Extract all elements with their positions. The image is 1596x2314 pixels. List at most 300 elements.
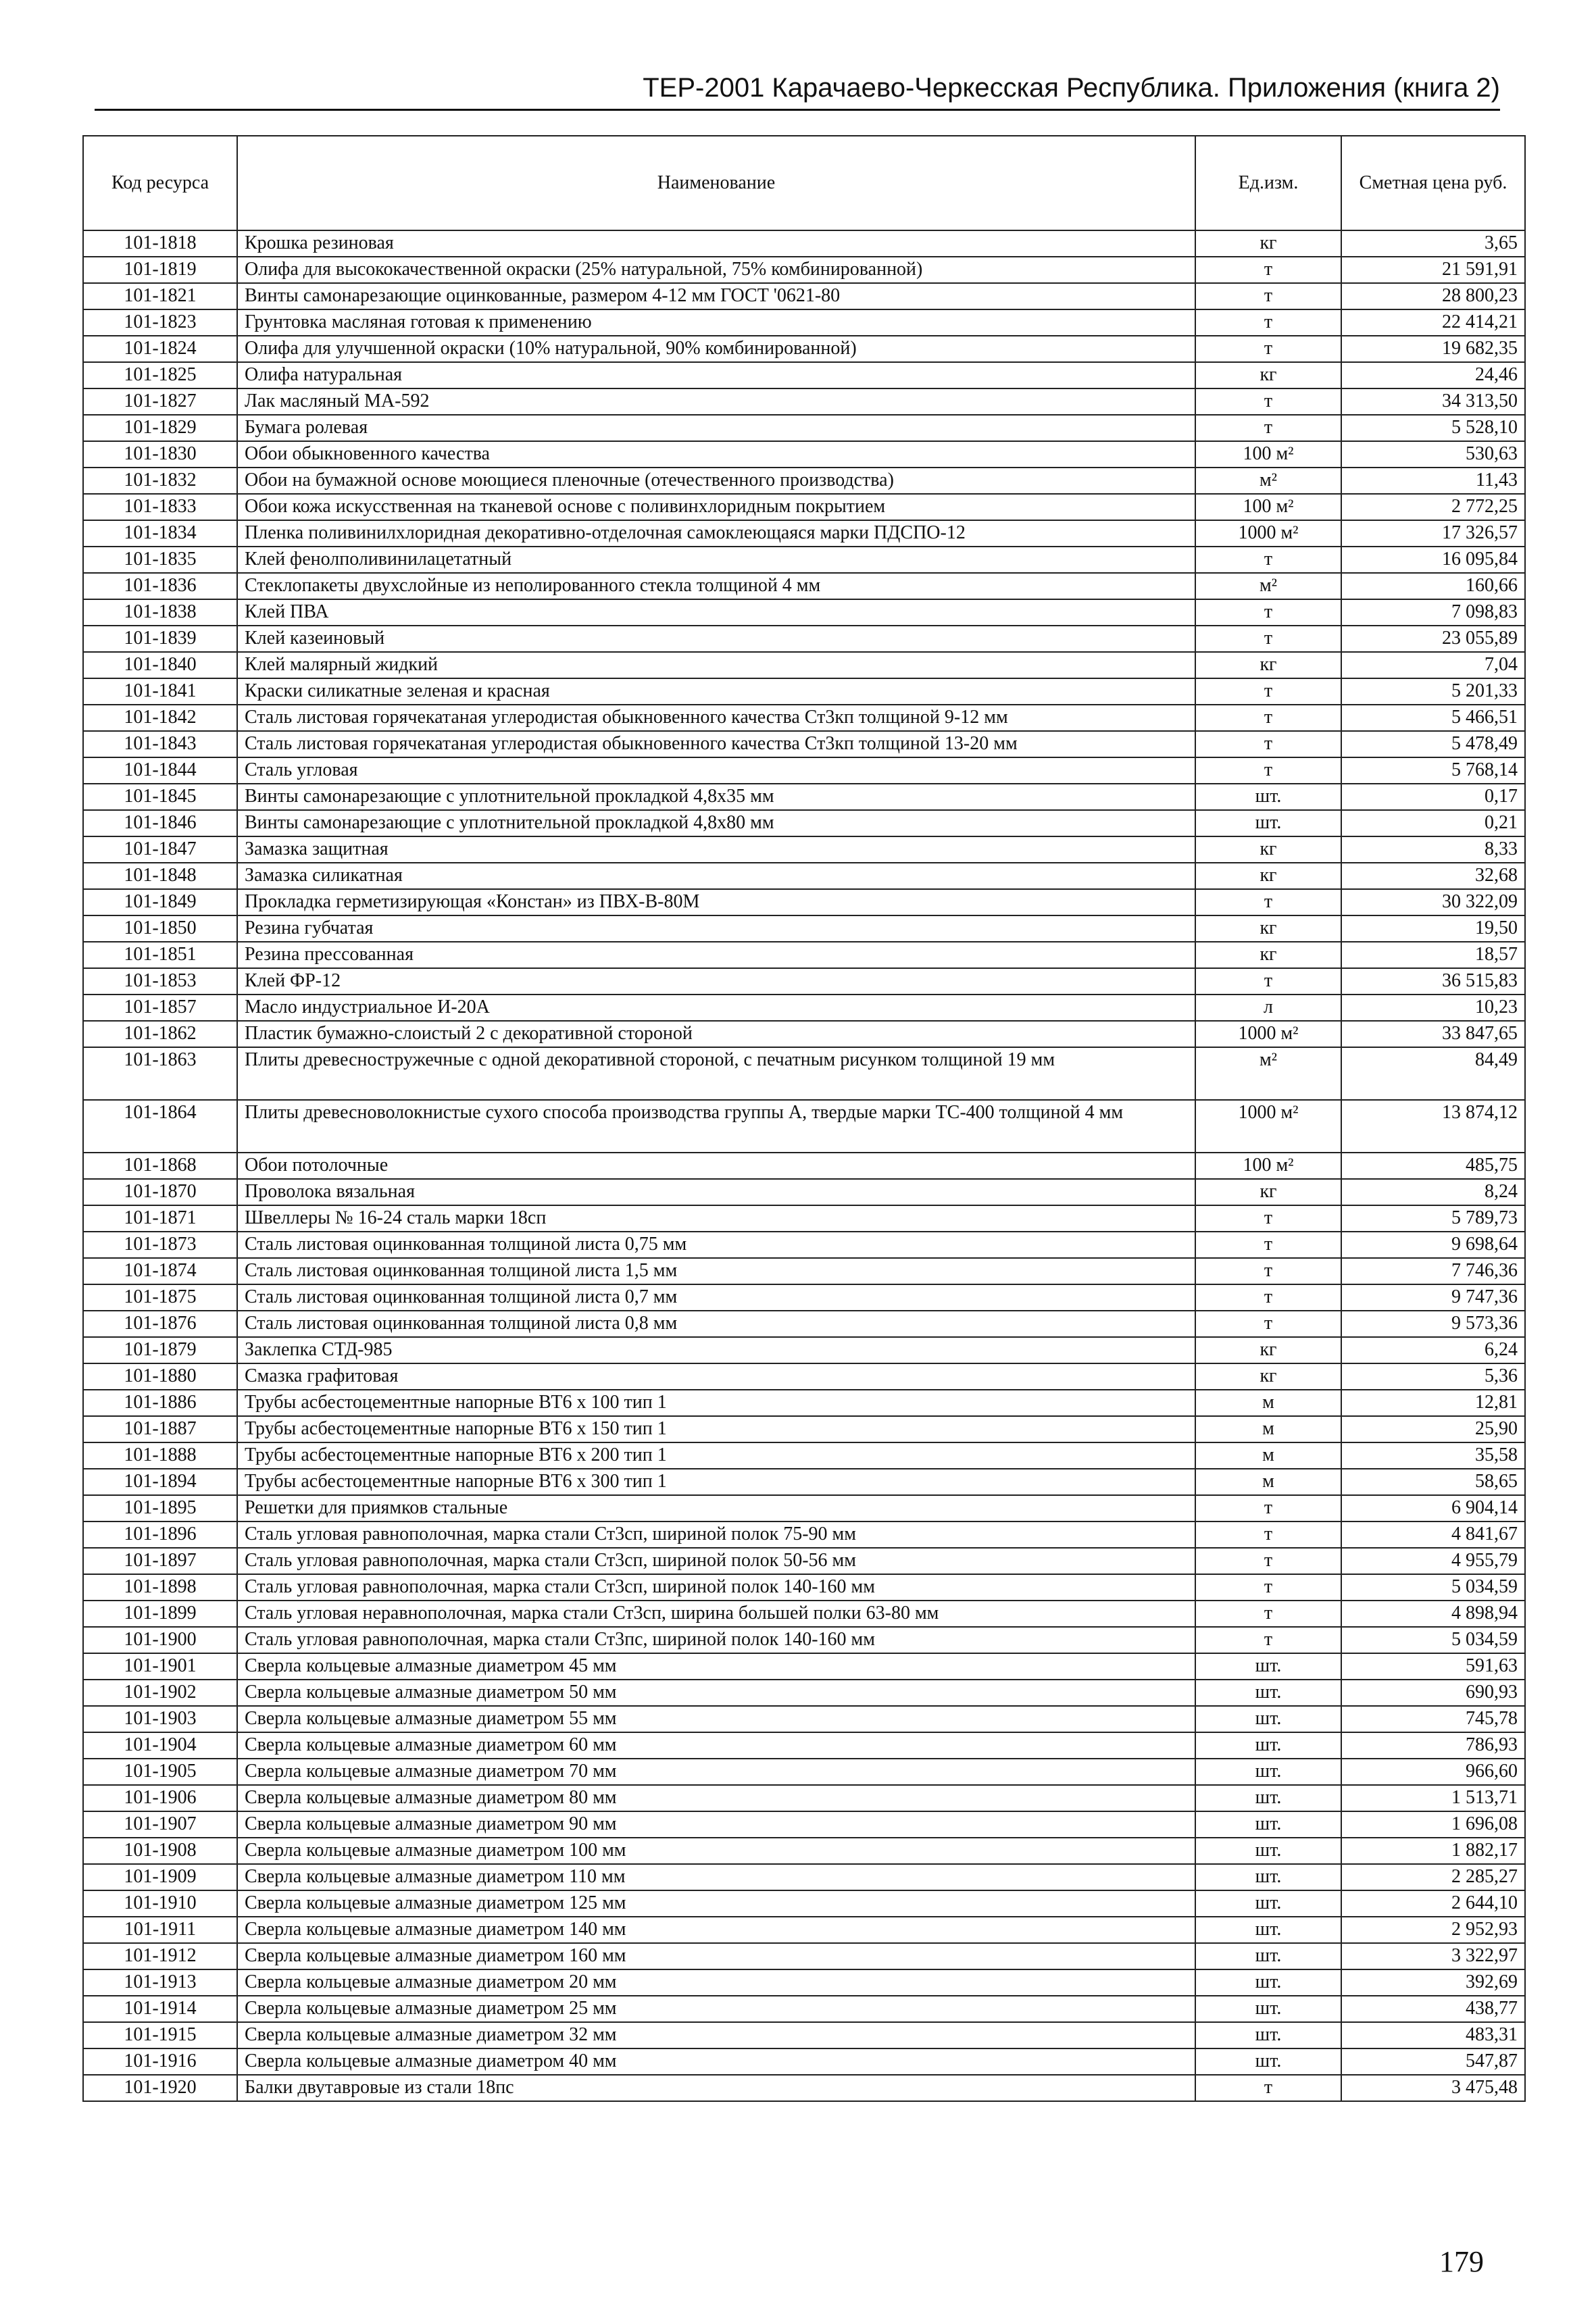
table-header-row [83, 136, 1525, 230]
cell-code: 101-1819 [83, 257, 237, 283]
cell-name: Обои на бумажной основе моющиеся пленочные (отечественного производства) [237, 468, 1195, 494]
table-row [83, 336, 1525, 362]
cell-name: Сверла кольцевые алмазные диаметром 70 мм [237, 1759, 1195, 1785]
table-row [83, 1205, 1525, 1232]
cell-name: Сверла кольцевые алмазные диаметром 140 мм [237, 1917, 1195, 1943]
cell-code: 101-1899 [83, 1601, 237, 1627]
cell-name: Резина губчатая [237, 915, 1195, 942]
cell-price: 5 034,59 [1341, 1574, 1525, 1601]
cell-price: 12,81 [1341, 1390, 1525, 1416]
column-header-code: Код ресурса [83, 136, 237, 230]
cell-price: 10,23 [1341, 995, 1525, 1021]
table-row [83, 1363, 1525, 1390]
table-row [83, 1996, 1525, 2022]
table-row [83, 1653, 1525, 1680]
table-row [83, 784, 1525, 810]
table-row [83, 1811, 1525, 1838]
cell-price: 7 098,83 [1341, 599, 1525, 626]
cell-price: 6 904,14 [1341, 1495, 1525, 1521]
cell-name: Решетки для приямков стальные [237, 1495, 1195, 1521]
cell-code: 101-1838 [83, 599, 237, 626]
cell-code: 101-1848 [83, 863, 237, 889]
cell-code: 101-1887 [83, 1416, 237, 1442]
cell-unit: т [1195, 336, 1341, 362]
table-row [83, 1153, 1525, 1179]
cell-price: 11,43 [1341, 468, 1525, 494]
cell-code: 101-1875 [83, 1284, 237, 1311]
cell-price: 3 322,97 [1341, 1943, 1525, 1969]
cell-unit: т [1195, 1232, 1341, 1258]
cell-name: Сверла кольцевые алмазные диаметром 80 мм [237, 1785, 1195, 1811]
table-row [83, 1548, 1525, 1574]
cell-name: Сверла кольцевые алмазные диаметром 25 мм [237, 1996, 1195, 2022]
table-row [83, 1890, 1525, 1917]
cell-code: 101-1850 [83, 915, 237, 942]
cell-unit: т [1195, 757, 1341, 784]
cell-unit: т [1195, 547, 1341, 573]
table-row [83, 1390, 1525, 1416]
cell-price: 591,63 [1341, 1653, 1525, 1680]
cell-unit: т [1195, 388, 1341, 415]
cell-price: 5 789,73 [1341, 1205, 1525, 1232]
cell-price: 690,93 [1341, 1680, 1525, 1706]
cell-price: 6,24 [1341, 1337, 1525, 1363]
table-row [83, 1680, 1525, 1706]
cell-price: 23 055,89 [1341, 626, 1525, 652]
cell-code: 101-1864 [83, 1100, 237, 1153]
table-row [83, 309, 1525, 336]
cell-unit: кг [1195, 1179, 1341, 1205]
cell-unit: шт. [1195, 1890, 1341, 1917]
cell-unit: шт. [1195, 1811, 1341, 1838]
cell-code: 101-1853 [83, 968, 237, 995]
cell-name: Клей ПВА [237, 599, 1195, 626]
cell-code: 101-1873 [83, 1232, 237, 1258]
table-row [83, 257, 1525, 283]
cell-name: Стеклопакеты двухслойные из неполированного стекла толщиной 4 мм [237, 573, 1195, 599]
cell-code: 101-1845 [83, 784, 237, 810]
table-row [83, 1232, 1525, 1258]
cell-unit: шт. [1195, 1680, 1341, 1706]
cell-unit: т [1195, 309, 1341, 336]
cell-unit: т [1195, 1258, 1341, 1284]
cell-name: Винты самонарезающие с уплотнительной прокладкой 4,8x35 мм [237, 784, 1195, 810]
cell-unit: т [1195, 599, 1341, 626]
cell-price: 4 841,67 [1341, 1521, 1525, 1548]
cell-unit: шт. [1195, 1996, 1341, 2022]
table-row [83, 362, 1525, 388]
cell-code: 101-1844 [83, 757, 237, 784]
cell-name: Винты самонарезающие с уплотнительной прокладкой 4,8x80 мм [237, 810, 1195, 836]
cell-code: 101-1912 [83, 1943, 237, 1969]
cell-unit: 100 м² [1195, 494, 1341, 520]
table-row [83, 547, 1525, 573]
cell-name: Балки двутавровые из стали 18пс [237, 2075, 1195, 2101]
cell-name: Сверла кольцевые алмазные диаметром 100 мм [237, 1838, 1195, 1864]
column-header-unit: Ед.изм. [1195, 136, 1341, 230]
cell-unit: т [1195, 1205, 1341, 1232]
cell-code: 101-1818 [83, 230, 237, 257]
cell-price: 18,57 [1341, 942, 1525, 968]
table-row [83, 1838, 1525, 1864]
cell-price: 5 478,49 [1341, 731, 1525, 757]
table-row [83, 1521, 1525, 1548]
cell-name: Трубы асбестоцементные напорные ВТ6 x 150 тип 1 [237, 1416, 1195, 1442]
cell-unit: 1000 м² [1195, 520, 1341, 547]
table-row [83, 1284, 1525, 1311]
table-row [83, 1706, 1525, 1732]
cell-name: Клей казеиновый [237, 626, 1195, 652]
cell-price: 84,49 [1341, 1047, 1525, 1100]
cell-name: Крошка резиновая [237, 230, 1195, 257]
cell-price: 13 874,12 [1341, 1100, 1525, 1153]
cell-code: 101-1900 [83, 1627, 237, 1653]
cell-unit: м [1195, 1390, 1341, 1416]
cell-code: 101-1836 [83, 573, 237, 599]
column-header-price: Сметная цена руб. [1341, 136, 1525, 230]
table-row [83, 1601, 1525, 1627]
cell-unit: кг [1195, 1337, 1341, 1363]
cell-unit: т [1195, 415, 1341, 441]
cell-code: 101-1909 [83, 1864, 237, 1890]
table-row [83, 573, 1525, 599]
cell-name: Сталь листовая горячекатаная углеродистая обыкновенного качества Ст3кп толщиной 9-12 мм [237, 705, 1195, 731]
cell-price: 32,68 [1341, 863, 1525, 889]
cell-unit: кг [1195, 942, 1341, 968]
cell-name: Сверла кольцевые алмазные диаметром 45 мм [237, 1653, 1195, 1680]
cell-name: Смазка графитовая [237, 1363, 1195, 1390]
cell-code: 101-1906 [83, 1785, 237, 1811]
cell-code: 101-1849 [83, 889, 237, 915]
cell-unit: т [1195, 283, 1341, 309]
cell-unit: шт. [1195, 1864, 1341, 1890]
cell-name: Сталь угловая равнополочная, марка стали Ст3сп, шириной полок 140-160 мм [237, 1574, 1195, 1601]
cell-code: 101-1904 [83, 1732, 237, 1759]
cell-name: Прокладка герметизирующая «Констан» из ПВХ-В-80М [237, 889, 1195, 915]
table-row [83, 1785, 1525, 1811]
cell-code: 101-1839 [83, 626, 237, 652]
cell-code: 101-1841 [83, 678, 237, 705]
cell-unit: 100 м² [1195, 441, 1341, 468]
cell-price: 5 034,59 [1341, 1627, 1525, 1653]
cell-name: Обои потолочные [237, 1153, 1195, 1179]
cell-code: 101-1879 [83, 1337, 237, 1363]
cell-code: 101-1862 [83, 1021, 237, 1047]
cell-price: 2 772,25 [1341, 494, 1525, 520]
cell-code: 101-1823 [83, 309, 237, 336]
cell-price: 0,21 [1341, 810, 1525, 836]
cell-unit: л [1195, 995, 1341, 1021]
cell-code: 101-1833 [83, 494, 237, 520]
cell-code: 101-1901 [83, 1653, 237, 1680]
cell-price: 7 746,36 [1341, 1258, 1525, 1284]
cell-code: 101-1894 [83, 1469, 237, 1495]
cell-name: Сталь листовая оцинкованная толщиной листа 0,7 мм [237, 1284, 1195, 1311]
cell-unit: кг [1195, 863, 1341, 889]
cell-price: 5 528,10 [1341, 415, 1525, 441]
table-row [83, 2048, 1525, 2075]
cell-price: 438,77 [1341, 1996, 1525, 2022]
cell-name: Сверла кольцевые алмазные диаметром 55 мм [237, 1706, 1195, 1732]
cell-name: Сталь листовая оцинкованная толщиной листа 0,8 мм [237, 1311, 1195, 1337]
table-row [83, 1943, 1525, 1969]
cell-price: 30 322,09 [1341, 889, 1525, 915]
table-row [83, 968, 1525, 995]
cell-code: 101-1830 [83, 441, 237, 468]
cell-unit: шт. [1195, 1653, 1341, 1680]
cell-price: 19 682,35 [1341, 336, 1525, 362]
column-header-name: Наименование [237, 136, 1195, 230]
cell-name: Сталь листовая горячекатаная углеродистая обыкновенного качества Ст3кп толщиной 13-20 мм [237, 731, 1195, 757]
cell-unit: м [1195, 1442, 1341, 1469]
cell-unit: т [1195, 1311, 1341, 1337]
cell-code: 101-1911 [83, 1917, 237, 1943]
cell-code: 101-1847 [83, 836, 237, 863]
cell-price: 483,31 [1341, 2022, 1525, 2048]
table-row [83, 942, 1525, 968]
page-header [95, 73, 1500, 111]
table-row [83, 494, 1525, 520]
cell-unit: т [1195, 1574, 1341, 1601]
cell-price: 2 644,10 [1341, 1890, 1525, 1917]
cell-name: Клей малярный жидкий [237, 652, 1195, 678]
cell-unit: т [1195, 889, 1341, 915]
table-row [83, 1574, 1525, 1601]
cell-unit: м [1195, 1416, 1341, 1442]
cell-unit: шт. [1195, 1943, 1341, 1969]
cell-price: 9 698,64 [1341, 1232, 1525, 1258]
cell-code: 101-1874 [83, 1258, 237, 1284]
cell-name: Замазка защитная [237, 836, 1195, 863]
table-row [83, 1416, 1525, 1442]
cell-price: 5,36 [1341, 1363, 1525, 1390]
cell-price: 22 414,21 [1341, 309, 1525, 336]
cell-code: 101-1902 [83, 1680, 237, 1706]
cell-price: 2 952,93 [1341, 1917, 1525, 1943]
table-row [83, 1258, 1525, 1284]
table-row [83, 2075, 1525, 2101]
cell-price: 966,60 [1341, 1759, 1525, 1785]
cell-code: 101-1913 [83, 1969, 237, 1996]
cell-price: 485,75 [1341, 1153, 1525, 1179]
cell-price: 3 475,48 [1341, 2075, 1525, 2101]
cell-name: Проволока вязальная [237, 1179, 1195, 1205]
table-row [83, 1495, 1525, 1521]
cell-unit: м² [1195, 468, 1341, 494]
cell-unit: шт. [1195, 1785, 1341, 1811]
table-row [83, 1864, 1525, 1890]
cell-price: 4 898,94 [1341, 1601, 1525, 1627]
cell-code: 101-1876 [83, 1311, 237, 1337]
table-row [83, 1179, 1525, 1205]
cell-code: 101-1827 [83, 388, 237, 415]
cell-unit: 100 м² [1195, 1153, 1341, 1179]
cell-code: 101-1832 [83, 468, 237, 494]
cell-unit: т [1195, 1284, 1341, 1311]
cell-price: 8,24 [1341, 1179, 1525, 1205]
cell-name: Сверла кольцевые алмазные диаметром 125 мм [237, 1890, 1195, 1917]
table-row [83, 678, 1525, 705]
cell-code: 101-1907 [83, 1811, 237, 1838]
cell-price: 2 285,27 [1341, 1864, 1525, 1890]
cell-unit: 1000 м² [1195, 1100, 1341, 1153]
cell-code: 101-1863 [83, 1047, 237, 1100]
cell-price: 5 466,51 [1341, 705, 1525, 731]
cell-name: Олифа натуральная [237, 362, 1195, 388]
cell-code: 101-1910 [83, 1890, 237, 1917]
cell-unit: шт. [1195, 2048, 1341, 2075]
cell-price: 17 326,57 [1341, 520, 1525, 547]
table-row [83, 889, 1525, 915]
cell-code: 101-1908 [83, 1838, 237, 1864]
cell-name: Пластик бумажно-слоистый 2 с декоративной стороной [237, 1021, 1195, 1047]
cell-name: Сверла кольцевые алмазные диаметром 90 мм [237, 1811, 1195, 1838]
cell-code: 101-1824 [83, 336, 237, 362]
cell-code: 101-1895 [83, 1495, 237, 1521]
cell-price: 530,63 [1341, 441, 1525, 468]
cell-price: 19,50 [1341, 915, 1525, 942]
cell-name: Клей фенолполивинилацетатный [237, 547, 1195, 573]
table-row [83, 705, 1525, 731]
cell-price: 24,46 [1341, 362, 1525, 388]
cell-name: Бумага ролевая [237, 415, 1195, 441]
cell-price: 745,78 [1341, 1706, 1525, 1732]
cell-code: 101-1842 [83, 705, 237, 731]
cell-price: 7,04 [1341, 652, 1525, 678]
table-row [83, 915, 1525, 942]
cell-code: 101-1857 [83, 995, 237, 1021]
cell-price: 9 573,36 [1341, 1311, 1525, 1337]
cell-name: Сверла кольцевые алмазные диаметром 110 мм [237, 1864, 1195, 1890]
cell-code: 101-1835 [83, 547, 237, 573]
table-row [83, 1442, 1525, 1469]
cell-code: 101-1821 [83, 283, 237, 309]
cell-name: Сталь угловая неравнополочная, марка стали Ст3сп, ширина большей полки 63-80 мм [237, 1601, 1195, 1627]
cell-name: Сталь листовая оцинкованная толщиной листа 0,75 мм [237, 1232, 1195, 1258]
cell-name: Заклепка СТД-985 [237, 1337, 1195, 1363]
cell-code: 101-1829 [83, 415, 237, 441]
table-row [83, 283, 1525, 309]
cell-name: Трубы асбестоцементные напорные ВТ6 x 100 тип 1 [237, 1390, 1195, 1416]
table-row [83, 1337, 1525, 1363]
cell-unit: шт. [1195, 1759, 1341, 1785]
cell-unit: шт. [1195, 1732, 1341, 1759]
cell-code: 101-1840 [83, 652, 237, 678]
cell-unit: т [1195, 1521, 1341, 1548]
cell-unit: кг [1195, 915, 1341, 942]
cell-code: 101-1880 [83, 1363, 237, 1390]
cell-price: 4 955,79 [1341, 1548, 1525, 1574]
cell-name: Масло индустриальное И-20А [237, 995, 1195, 1021]
table-row [83, 1917, 1525, 1943]
cell-name: Трубы асбестоцементные напорные ВТ6 x 200 тип 1 [237, 1442, 1195, 1469]
table-row [83, 863, 1525, 889]
cell-unit: т [1195, 968, 1341, 995]
table-row [83, 626, 1525, 652]
cell-price: 5 201,33 [1341, 678, 1525, 705]
cell-code: 101-1897 [83, 1548, 237, 1574]
cell-name: Краски силикатные зеленая и красная [237, 678, 1195, 705]
cell-unit: т [1195, 2075, 1341, 2101]
table-row [83, 388, 1525, 415]
cell-price: 21 591,91 [1341, 257, 1525, 283]
cell-name: Клей ФР-12 [237, 968, 1195, 995]
cell-unit: кг [1195, 1363, 1341, 1390]
cell-price: 1 696,08 [1341, 1811, 1525, 1838]
cell-name: Сталь листовая оцинкованная толщиной листа 1,5 мм [237, 1258, 1195, 1284]
cell-price: 16 095,84 [1341, 547, 1525, 573]
cell-name: Резина прессованная [237, 942, 1195, 968]
resource-price-table [82, 135, 1526, 2102]
cell-unit: м [1195, 1469, 1341, 1495]
cell-name: Сверла кольцевые алмазные диаметром 60 мм [237, 1732, 1195, 1759]
cell-code: 101-1896 [83, 1521, 237, 1548]
table-row [83, 599, 1525, 626]
table-row [83, 230, 1525, 257]
cell-unit: м² [1195, 1047, 1341, 1100]
cell-name: Сталь угловая равнополочная, марка стали Ст3сп, шириной полок 50-56 мм [237, 1548, 1195, 1574]
cell-name: Обои обыкновенного качества [237, 441, 1195, 468]
cell-code: 101-1915 [83, 2022, 237, 2048]
cell-code: 101-1903 [83, 1706, 237, 1732]
table-row [83, 1100, 1525, 1153]
cell-price: 28 800,23 [1341, 283, 1525, 309]
cell-price: 1 513,71 [1341, 1785, 1525, 1811]
cell-code: 101-1871 [83, 1205, 237, 1232]
cell-unit: т [1195, 1495, 1341, 1521]
cell-name: Замазка силикатная [237, 863, 1195, 889]
table-row [83, 1627, 1525, 1653]
cell-unit: шт. [1195, 1706, 1341, 1732]
cell-name: Трубы асбестоцементные напорные ВТ6 x 300 тип 1 [237, 1469, 1195, 1495]
cell-price: 58,65 [1341, 1469, 1525, 1495]
cell-unit: кг [1195, 362, 1341, 388]
table-row [83, 1732, 1525, 1759]
cell-code: 101-1851 [83, 942, 237, 968]
table-row [83, 1759, 1525, 1785]
cell-price: 25,90 [1341, 1416, 1525, 1442]
cell-unit: т [1195, 1548, 1341, 1574]
table-row [83, 731, 1525, 757]
table-row [83, 836, 1525, 863]
cell-price: 786,93 [1341, 1732, 1525, 1759]
cell-unit: кг [1195, 652, 1341, 678]
cell-code: 101-1888 [83, 1442, 237, 1469]
cell-name: Сталь угловая равнополочная, марка стали Ст3пс, шириной полок 140-160 мм [237, 1627, 1195, 1653]
cell-price: 3,65 [1341, 230, 1525, 257]
cell-unit: т [1195, 626, 1341, 652]
cell-price: 392,69 [1341, 1969, 1525, 1996]
table-body [83, 230, 1525, 2101]
cell-price: 1 882,17 [1341, 1838, 1525, 1864]
cell-price: 547,87 [1341, 2048, 1525, 2075]
table-row [83, 441, 1525, 468]
table-row [83, 468, 1525, 494]
cell-name: Плиты древесностружечные с одной декоративной стороной, с печатным рисунком толщиной 19 мм [237, 1047, 1195, 1100]
cell-unit: т [1195, 705, 1341, 731]
cell-code: 101-1898 [83, 1574, 237, 1601]
cell-price: 0,17 [1341, 784, 1525, 810]
page-number: 179 [1439, 2245, 1484, 2278]
cell-name: Олифа для улучшенной окраски (10% натуральной, 90% комбинированной) [237, 336, 1195, 362]
cell-name: Сверла кольцевые алмазные диаметром 40 мм [237, 2048, 1195, 2075]
cell-unit: т [1195, 1601, 1341, 1627]
table-row [83, 757, 1525, 784]
table-row [83, 1021, 1525, 1047]
cell-code: 101-1905 [83, 1759, 237, 1785]
cell-name: Сверла кольцевые алмазные диаметром 160 мм [237, 1943, 1195, 1969]
cell-code: 101-1886 [83, 1390, 237, 1416]
